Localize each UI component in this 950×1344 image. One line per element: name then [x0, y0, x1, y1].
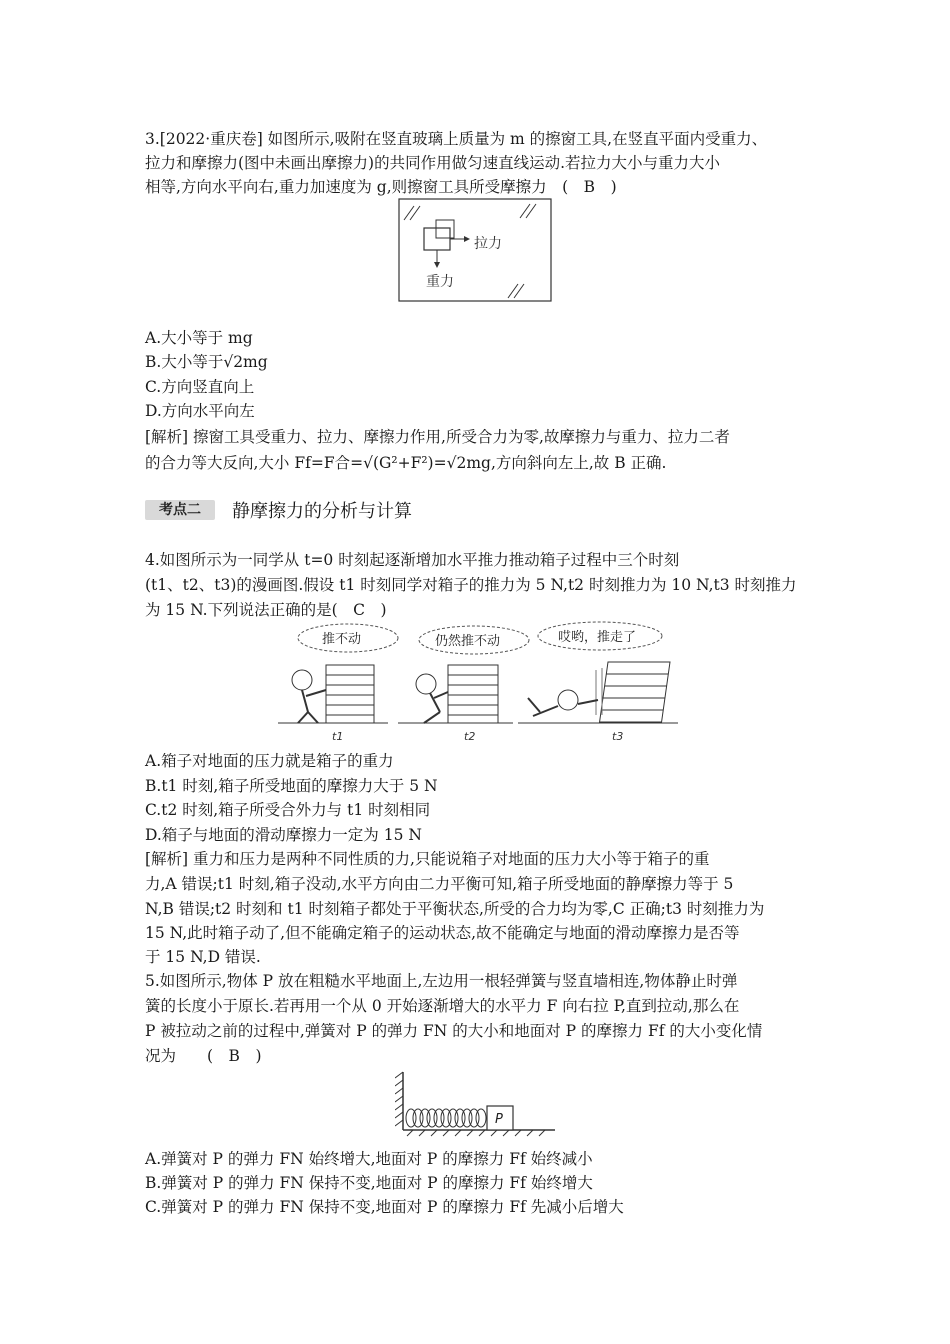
q3-stem-line-2: 拉力和摩擦力(图中未画出摩擦力)的共同作用做匀速直线运动.若拉力大小与重力大小	[145, 154, 721, 172]
time-label-3: t3	[612, 730, 624, 743]
q5-spring-figure	[395, 1068, 565, 1138]
student-2	[416, 674, 436, 694]
q4-option-d: D.箱子与地面的滑动摩擦力一定为 15 N	[145, 826, 422, 844]
q3-analysis-line-2: 的合力等大反向,大小 Ff=F合=√(G²+F²)=√2mg,方向斜向左上,故 B 正确.	[145, 454, 667, 472]
q4-analysis-line-2: 力,A 错误;t1 时刻,箱子没动,水平方向由二力平衡可知,箱子所受地面的静摩擦力等于 5	[145, 875, 734, 893]
gravity-label: 重力	[426, 274, 454, 290]
q4-analysis-line-4: 15 N,此时箱子动了,但不能确定箱子的运动状态,故不能确定与地面的滑动摩擦力是否等	[145, 924, 740, 942]
q4-stem-line-1: 4.如图所示为一同学从 t=0 时刻起逐渐增加水平推力推动箱子过程中三个时刻	[145, 551, 680, 569]
q4-analysis-line-5: 于 15 N,D 错误.	[145, 948, 261, 966]
q3-stem-line-1: 3.[2022·重庆卷] 如图所示,吸附在竖直玻璃上质量为 m 的擦窗工具,在竖直平面内受重力、	[145, 130, 768, 148]
q5-stem-line-2: 簧的长度小于原长.若再用一个从 0 开始逐渐增大的水平力 F 向右拉 P,直到拉动,那么在	[145, 997, 740, 1015]
q5-option-c: C.弹簧对 P 的弹力 FN 保持不变,地面对 P 的摩擦力 Ff 先减小后增大	[145, 1198, 624, 1216]
q3-option-c: C.方向竖直向上	[145, 378, 255, 396]
q4-option-b: B.t1 时刻,箱子所受地面的摩擦力大于 5 N	[145, 777, 438, 795]
bubble-text-3: 哎哟，推走了	[558, 630, 637, 645]
section-title: 静摩擦力的分析与计算	[232, 501, 412, 522]
spring	[406, 1109, 486, 1127]
q3-option-d: D.方向水平向左	[145, 402, 255, 420]
time-label-2: t2	[464, 730, 476, 743]
q5-stem-line-3: P 被拉动之前的过程中,弹簧对 P 的弹力 FN 的大小和地面对 P 的摩擦力 Ff 的大小变化情	[145, 1022, 763, 1040]
q3-stem-line-3: 相等,方向水平向右,重力加速度为 g,则擦窗工具所受摩擦力 ( B )	[145, 178, 617, 196]
q3-window-figure	[398, 198, 553, 303]
q3-analysis-line-1: [解析] 擦窗工具受重力、拉力、摩擦力作用,所受合力为零,故摩擦力与重力、拉力二者	[145, 428, 730, 446]
q3-option-b: B.大小等于√2mg	[145, 353, 268, 371]
q5-stem-line-1: 5.如图所示,物体 P 放在粗糙水平地面上,左边用一根轻弹簧与竖直墙相连,物体静止时弹	[145, 972, 738, 990]
box-2	[448, 665, 498, 723]
q4-comic-figure	[278, 620, 678, 745]
student-3	[558, 690, 578, 710]
box-3	[600, 662, 670, 722]
q4-option-c: C.t2 时刻,箱子所受合外力与 t1 时刻相同	[145, 801, 431, 819]
bubble-text-1: 推不动	[322, 632, 362, 647]
q4-analysis-line-3: N,B 错误;t2 时刻和 t1 时刻箱子都处于平衡状态,所受的合力均为零,C 正确;t3 时刻推力为	[145, 900, 765, 918]
q5-option-b: B.弹簧对 P 的弹力 FN 保持不变,地面对 P 的摩擦力 Ff 始终增大	[145, 1174, 593, 1192]
q4-analysis-line-1: [解析] 重力和压力是两种不同性质的力,只能说箱子对地面的压力大小等于箱子的重	[145, 850, 710, 868]
q5-option-a: A.弹簧对 P 的弹力 FN 始终增大,地面对 P 的摩擦力 Ff 始终减小	[145, 1150, 593, 1168]
pull-label: 拉力	[474, 236, 502, 252]
box-1	[326, 665, 374, 723]
q4-stem-line-2: (t1、t2、t3)的漫画图.假设 t1 时刻同学对箱子的推力为 5 N,t2 时刻推力为 10 N,t3 时刻推力	[145, 576, 797, 594]
q4-option-a: A.箱子对地面的压力就是箱子的重力	[145, 752, 394, 770]
q5-stem-line-4: 况为 ( B )	[145, 1047, 262, 1065]
time-label-1: t1	[332, 730, 344, 743]
q3-option-a: A.大小等于 mg	[145, 329, 253, 347]
bubble-text-2: 仍然推不动	[435, 634, 501, 649]
block-label: P	[495, 1112, 503, 1127]
q4-stem-line-3: 为 15 N.下列说法正确的是( C )	[145, 601, 387, 619]
section-badge: 考点二	[145, 500, 215, 520]
student-1	[292, 670, 312, 690]
